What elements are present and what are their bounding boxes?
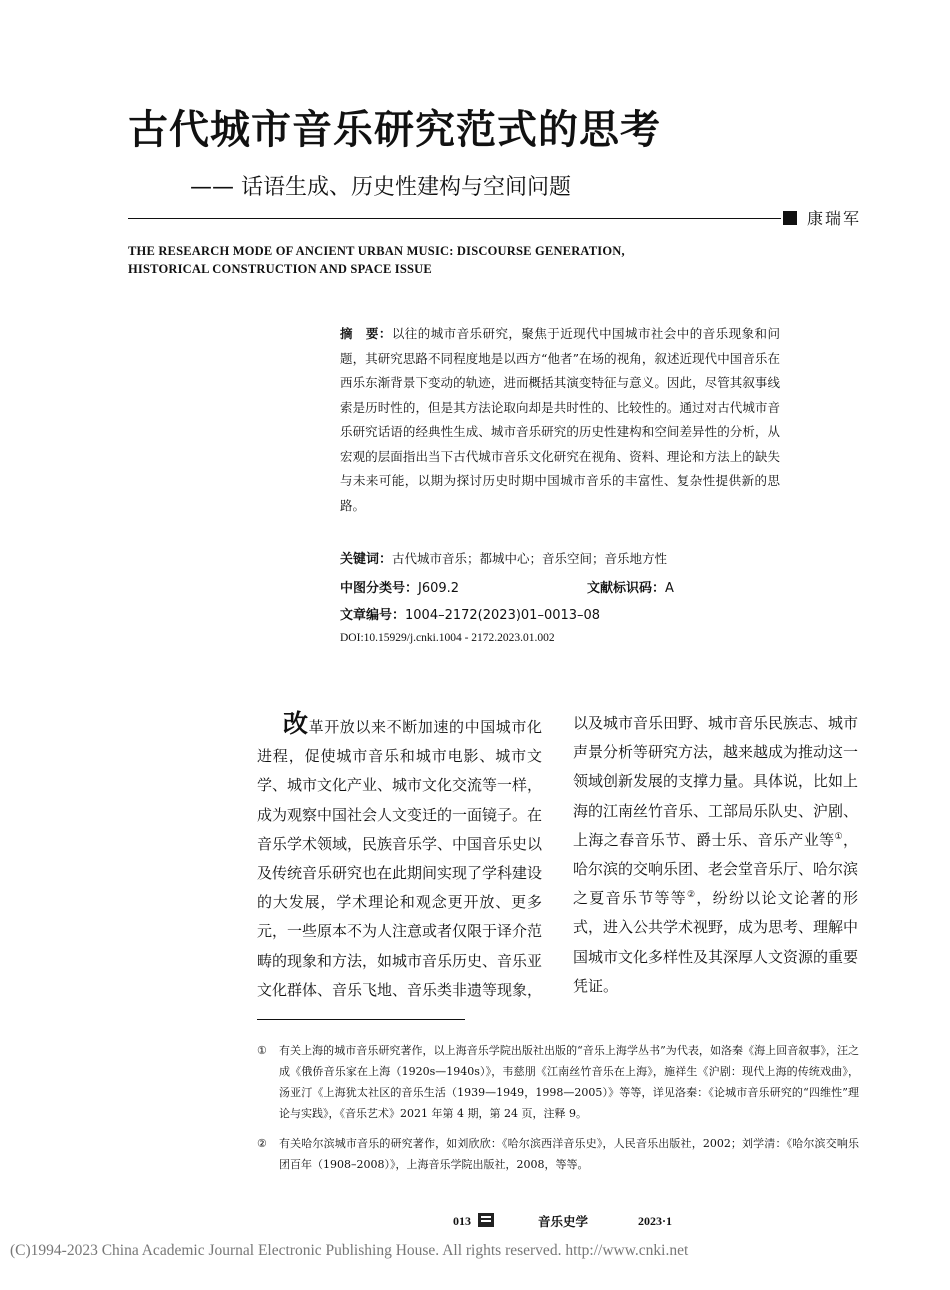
footnote-1 — [257, 1040, 859, 1124]
article-subtitle: —— 话语生成、历史性建构与空间问题 — [190, 175, 571, 200]
body-text-right-1: 以及城市音乐田野、城市音乐民族志、城市声景分析等研究方法，越来越成为推动这一领域创新发展的支撑力量。具体说，比如上海的江南丝竹音乐、工部局乐队史、沪剧、上海之春音乐节、爵士乐、音乐产业等 — [573, 714, 859, 849]
body-text-right-3: ，纷纷以论文论著的形式，进入公共学术视野，成为思考、理解中国城市文化多样性及其深厚人文资源的重要凭证。 — [573, 889, 859, 995]
abstract-label: 摘 要： — [340, 326, 392, 341]
article-title: 古代城市音乐研究范式的思考 — [128, 107, 661, 153]
keywords — [340, 548, 667, 567]
keywords-label: 关键词： — [340, 552, 393, 567]
article-number — [340, 604, 600, 623]
page-number: 013 — [453, 1214, 471, 1228]
abstract — [340, 322, 780, 518]
document-code-label: 文献标识码： — [587, 581, 666, 596]
title-rule — [128, 218, 781, 219]
clc-number — [340, 577, 459, 596]
clc-value: J609.2 — [418, 581, 460, 596]
footnote-rule — [257, 1019, 465, 1020]
document-code-value: A — [665, 581, 674, 596]
footnote-1-text: 有关上海的城市音乐研究著作，以上海音乐学院出版社出版的“音乐上海学丛书”为代表，如洛秦《海上回音叙事》，汪之成《俄侨音乐家在上海（1920s—1940s）》，韦慈朋《江南丝竹音乐在上海》，施祥生《沪剧：现代上海的传统戏曲》，汤亚汀《上海犹太社区的音乐生活（1939—1949，1998—2005）》等等，详见洛秦：《论城市音乐研究的“四维性”理论与实践》，《音乐艺术》2021 年第 4 期，第 24 页，注释 9。 — [279, 1044, 859, 1120]
article-number-value: 1004–2172(2023)01–0013–08 — [405, 608, 601, 623]
footnote-2 — [257, 1133, 859, 1175]
body-text-left: 革开放以来不断加速的中国城市化进程，促使城市音乐和城市电影、城市文学、城市文化产业、城市文化交流等一样，成为观察中国社会人文变迁的一面镜子。在音乐学术领域，民族音乐学、中国音乐史以及传统音乐研究也在此期间实现了学科建设的大发展，学术理论和观念更开放、更多元，一些原本不为人注意或者仅限于译介范畴的现象和方法，如城市音乐历史、音乐亚文化群体、音乐飞地、音乐类非遗等现象， — [257, 718, 543, 999]
body-text-right-2: ，哈尔滨的交响乐团、老会堂音乐厅、哈尔滨之夏音乐节等等 — [573, 830, 859, 908]
english-title-line-1: THE RESEARCH MODE OF ANCIENT URBAN MUSIC: DISCOURSE GENERATION, — [128, 244, 625, 258]
doi: DOI:10.15929/j.cnki.1004 - 2172.2023.01.002 — [340, 632, 555, 644]
footnote-ref-1[interactable]: ① — [834, 831, 843, 842]
body-column-right — [573, 709, 858, 1001]
clc-label: 中图分类号： — [340, 581, 419, 596]
document-code — [587, 577, 674, 596]
footnote-1-marker: ① — [257, 1044, 267, 1057]
footnote-2-marker: ② — [257, 1137, 267, 1150]
abstract-text: 以往的城市音乐研究，聚焦于近现代中国城市社会中的音乐现象和问题，其研究思路不同程度地是以西方“他者”在场的视角，叙述近现代中国音乐在西乐东渐背景下变动的轨迹，进而概括其演变特征与意义。因此，尽管其叙事线索是历时性的，但是其方法论取向却是共时性的、比较性的。通过对古代城市音乐研究话语的经典性生成、城市音乐研究的历史性建构和空间差异性的分析，从宏观的层面指出当下古代城市音乐文化研究在视角、资料、理论和方法上的缺失与未来可能，以期为探讨历史时期中国城市音乐的丰富性、复杂性提供新的思路。 — [340, 326, 780, 513]
author-name: 康瑞军 — [807, 209, 862, 228]
copyright-notice: (C)1994-2023 China Academic Journal Electronic Publishing House. All rights reserved. http://www.cnki.net — [10, 1242, 689, 1259]
journal-book-icon — [478, 1213, 494, 1227]
drop-cap: 改 — [283, 709, 309, 738]
body-column-left — [257, 709, 542, 1005]
keywords-value: 古代城市音乐；都城中心；音乐空间；音乐地方性 — [392, 551, 668, 566]
footnote-ref-2[interactable]: ② — [687, 890, 697, 901]
author-marker — [783, 211, 797, 225]
journal-name: 音乐史学 — [538, 1214, 589, 1229]
english-title-line-2: HISTORICAL CONSTRUCTION AND SPACE ISSUE — [128, 262, 432, 276]
footnote-2-text: 有关哈尔滨城市音乐的研究著作，如刘欣欣：《哈尔滨西洋音乐史》，人民音乐出版社，2002；刘学清：《哈尔滨交响乐团百年（1908–2008）》，上海音乐学院出版社，2008，等等。 — [279, 1137, 859, 1171]
article-number-label: 文章编号： — [340, 608, 406, 623]
journal-issue: 2023·1 — [638, 1214, 673, 1228]
